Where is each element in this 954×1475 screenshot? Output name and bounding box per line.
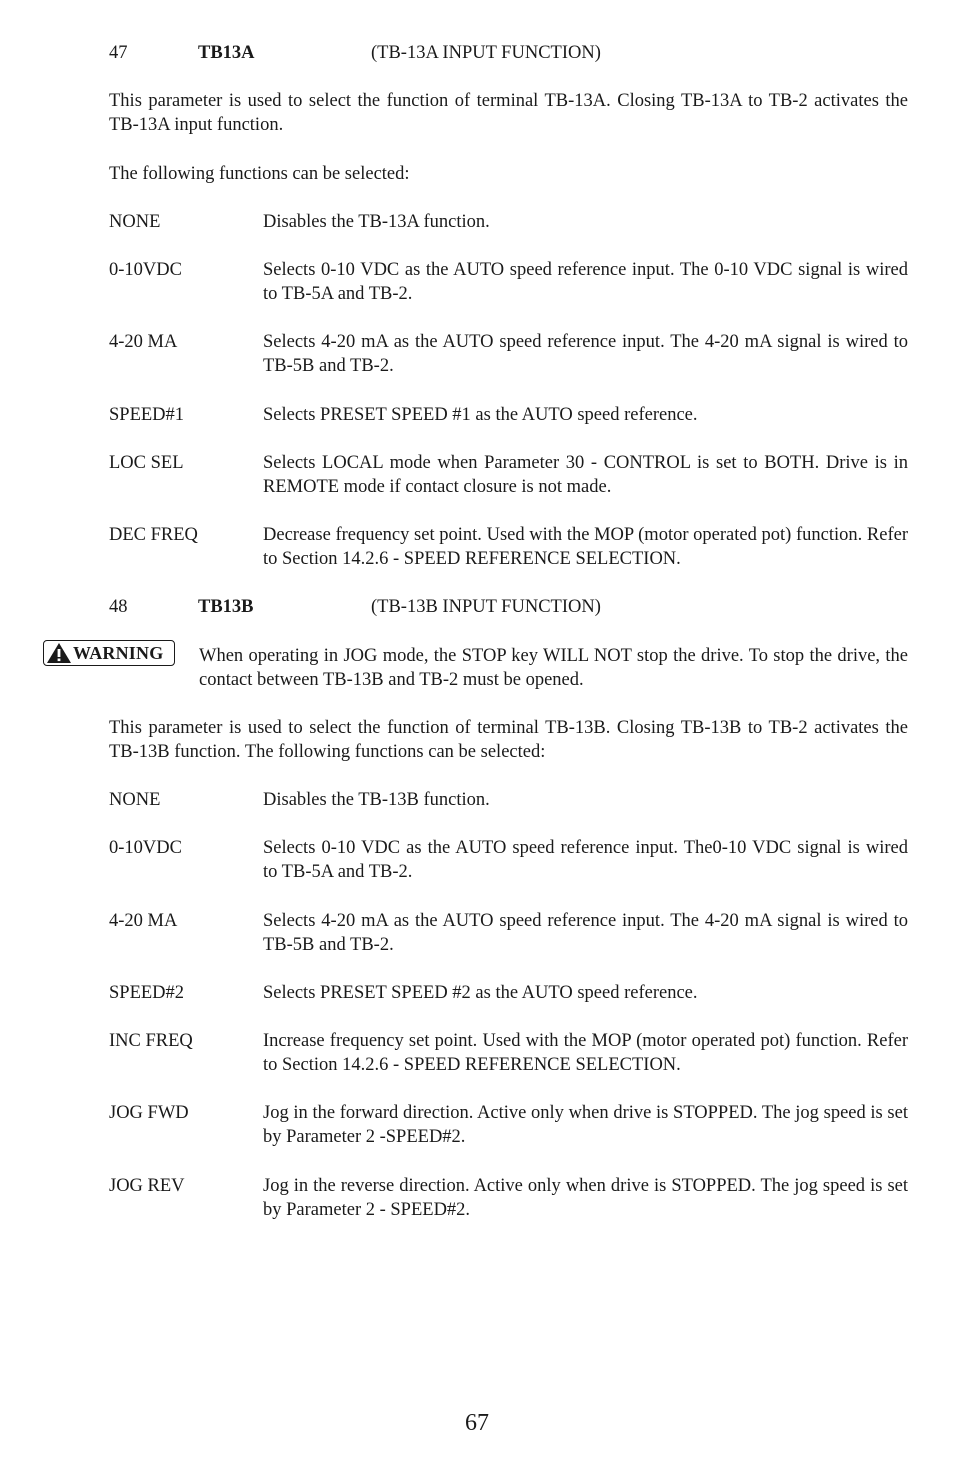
option-row — [109, 330, 908, 378]
param-number: 48 — [109, 597, 128, 617]
option-row — [109, 981, 908, 1029]
option-desc: Selects LOCAL mode when Parameter 30 - CONTROL is set to BOTH. Drive is in REMOTE mode if contact closure is not made. — [263, 453, 908, 497]
option-row — [109, 788, 908, 836]
warning-triangle-icon — [46, 642, 72, 664]
param-title: (TB-13B INPUT FUNCTION) — [371, 597, 601, 617]
option-desc: Decrease frequency set point. Used with the MOP (motor operated pot) function. Refer to Section 14.2.6 - SPEED REFERENCE SELECTION. — [263, 525, 908, 569]
param-code: TB13A — [198, 43, 255, 63]
param-48-intro: This parameter is used to select the function of terminal TB-13B. Closing TB-13B to TB-2 activates the TB-13B function. The following functions can be selected: — [109, 718, 908, 762]
option-desc: Selects 4-20 mA as the AUTO speed reference input. The 4-20 mA signal is wired to TB-5B and TB-2. — [263, 332, 908, 376]
option-name: INC FREQ — [109, 1031, 193, 1051]
option-name: 0-10VDC — [109, 260, 182, 280]
option-name: 4-20 MA — [109, 332, 178, 352]
warning-label: WARNING — [73, 642, 164, 663]
option-desc: Selects 4-20 mA as the AUTO speed reference input. The 4-20 mA signal is wired to TB-5B and TB-2. — [263, 911, 908, 955]
option-name: NONE — [109, 212, 161, 232]
option-row — [109, 836, 908, 884]
option-desc: Jog in the forward direction. Active only when drive is STOPPED. The jog speed is set by Parameter 2 -SPEED#2. — [263, 1103, 908, 1147]
param-47-intro: This parameter is used to select the function of terminal TB-13A. Closing TB-13A to TB-2 activates the TB-13A input function. — [109, 91, 908, 135]
option-desc: Disables the TB-13B function. — [263, 790, 490, 810]
option-row — [109, 258, 908, 306]
option-name: JOG REV — [109, 1176, 185, 1196]
option-desc: Disables the TB-13A function. — [263, 212, 490, 232]
param-47-lead: The following functions can be selected: — [109, 164, 410, 184]
option-desc: Selects PRESET SPEED #1 as the AUTO speed reference. — [263, 405, 698, 425]
option-row — [109, 1101, 908, 1149]
option-row — [109, 909, 908, 957]
option-row — [109, 1174, 908, 1222]
option-name: NONE — [109, 790, 161, 810]
option-desc: Selects 0-10 VDC as the AUTO speed reference input. The0-10 VDC signal is wired to TB-5A and TB-2. — [263, 838, 908, 882]
option-desc: Jog in the reverse direction. Active only when drive is STOPPED. The jog speed is set by Parameter 2 - SPEED#2. — [263, 1176, 908, 1220]
option-row — [109, 451, 908, 499]
option-desc: Selects 0-10 VDC as the AUTO speed reference input. The 0-10 VDC signal is wired to TB-5A and TB-2. — [263, 260, 908, 304]
option-row — [109, 1029, 908, 1077]
option-name: 0-10VDC — [109, 838, 182, 858]
page-number: 67 — [465, 1410, 489, 1436]
option-name: DEC FREQ — [109, 525, 198, 545]
warning-text: When operating in JOG mode, the STOP key WILL NOT stop the drive. To stop the drive, the contact between TB-13B and TB-2 must be opened. — [199, 646, 908, 690]
option-desc: Selects PRESET SPEED #2 as the AUTO speed reference. — [263, 983, 698, 1003]
option-row — [109, 210, 908, 258]
warning-badge — [43, 640, 175, 666]
option-name: 4-20 MA — [109, 911, 178, 931]
option-desc: Increase frequency set point. Used with the MOP (motor operated pot) function. Refer to Section 14.2.6 - SPEED REFERENCE SELECTION. — [263, 1031, 908, 1075]
option-row — [109, 523, 908, 571]
option-name: SPEED#2 — [109, 983, 185, 1003]
param-number: 47 — [109, 43, 128, 63]
option-name: LOC SEL — [109, 453, 184, 473]
option-name: SPEED#1 — [109, 405, 185, 425]
param-code: TB13B — [198, 597, 254, 617]
option-row — [109, 403, 908, 451]
option-name: JOG FWD — [109, 1103, 189, 1123]
param-title: (TB-13A INPUT FUNCTION) — [371, 43, 601, 63]
